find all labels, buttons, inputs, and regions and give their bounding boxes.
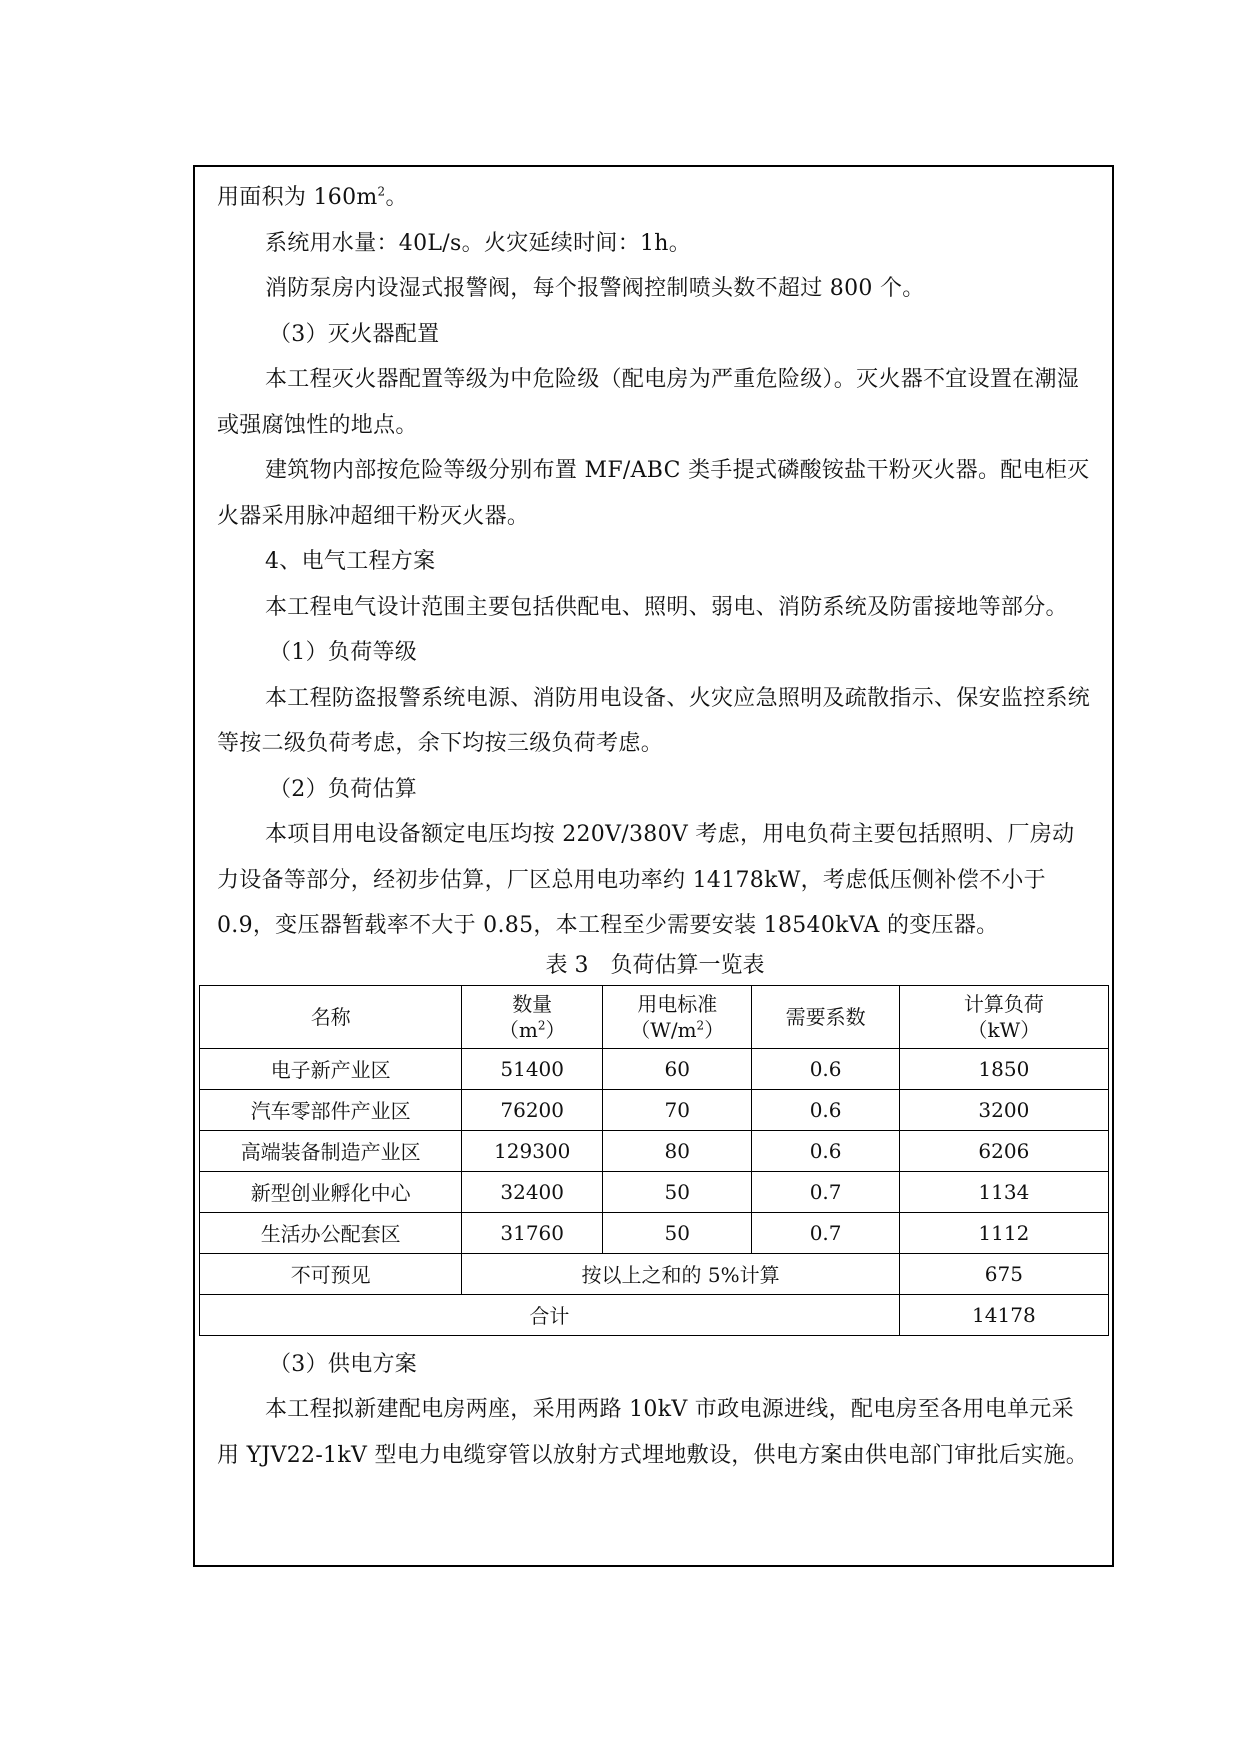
table-row-total [200, 1294, 1109, 1335]
bottom-paragraphs [217, 1342, 1093, 1479]
paragraph: 4、电气工程方案 [265, 549, 436, 574]
cell-load: 675 [899, 1253, 1108, 1294]
cell-total-load: 14178 [899, 1294, 1108, 1335]
paragraph: 消防泵房内设湿式报警阀，每个报警阀控制喷头数不超过 800 个。 [265, 276, 925, 301]
paragraph: 系统用水量：40L/s。火灾延续时间：1h。 [265, 230, 692, 256]
paragraph: 本项目用电设备额定电压均按 220V/380V 考虑，用电负荷主要包括照明、厂房动力设备等部分，经初步估算，厂区总用电功率约 14178kW，考虑低压侧补偿不小于 0.9，变压器暂载率不大于 0.85，本工程至少需要安装 18540kVA 的变压器。 [217, 822, 1075, 938]
cell-load: 3200 [899, 1089, 1108, 1130]
load-estimate-table [199, 985, 1109, 1336]
cell-load: 1134 [899, 1171, 1108, 1212]
cell-name: 新型创业孵化中心 [200, 1171, 462, 1212]
cell-name: 汽车零部件产业区 [200, 1089, 462, 1130]
paragraph: （3）供电方案 [269, 1351, 418, 1377]
table-caption-number: 表 3 [545, 952, 589, 978]
cell-area: 32400 [462, 1171, 603, 1212]
cell-area: 51400 [462, 1048, 603, 1089]
paragraph: 本工程防盗报警系统电源、消防用电设备、火灾应急照明及疏散指示、保安监控系统等按二级负荷考虑，余下均按三级负荷考虑。 [217, 685, 1091, 756]
paragraph: 本工程拟新建配电房两座，采用两路 10kV 市政电源进线，配电房至各用电单元采用 YJV22-1kV 型电力电缆穿管以放射方式埋地敷设，供电方案由供电部门审批后实施。 [217, 1397, 1089, 1468]
top-paragraphs [217, 175, 1093, 949]
paragraph: 本工程灭火器配置等级为中危险级（配电房为严重危险级）。灭火器不宜设置在潮湿或强腐蚀性的地点。 [217, 367, 1080, 438]
cell-note: 按以上之和的 5%计算 [462, 1253, 899, 1294]
header-coefficient: 需要系数 [752, 985, 899, 1048]
cell-std: 70 [603, 1089, 752, 1130]
paragraph: （1）负荷等级 [269, 640, 418, 665]
cell-std: 50 [603, 1212, 752, 1253]
table-caption-title: 负荷估算一览表 [610, 952, 765, 978]
content-frame [193, 165, 1114, 1567]
cell-coef: 0.6 [752, 1130, 899, 1171]
header-load: 计算负荷 （kW） [899, 985, 1108, 1048]
cell-total-label: 合计 [200, 1294, 900, 1335]
cell-name: 电子新产业区 [200, 1048, 462, 1089]
paragraph: 建筑物内部按危险等级分别布置 MF/ABC 类手提式磷酸铵盐干粉灭火器。配电柜灭火器采用脉冲超细干粉灭火器。 [217, 458, 1090, 529]
cell-std: 80 [603, 1130, 752, 1171]
header-name: 名称 [200, 985, 462, 1048]
cell-name: 高端装备制造产业区 [200, 1130, 462, 1171]
paragraph: 用面积为 $160m^2$。 [217, 184, 408, 210]
header-standard: 用电标准 $(W/m^2)$ [603, 985, 752, 1048]
table-row [200, 1048, 1109, 1089]
paragraph: 本工程电气设计范围主要包括供配电、照明、弱电、消防系统及防雷接地等部分。 [265, 594, 1068, 620]
cell-area: 129300 [462, 1130, 603, 1171]
cell-name: 不可预见 [200, 1253, 462, 1294]
table-body [200, 1048, 1109, 1335]
cell-area: 76200 [462, 1089, 603, 1130]
cell-coef: 0.6 [752, 1048, 899, 1089]
paragraph: （2）负荷估算 [269, 776, 418, 802]
cell-load: 1850 [899, 1048, 1108, 1089]
paragraph: （3）灭火器配置 [269, 321, 440, 347]
cell-name: 生活办公配套区 [200, 1212, 462, 1253]
cell-coef: 0.7 [752, 1212, 899, 1253]
table-caption [217, 951, 1093, 981]
cell-load: 6206 [899, 1130, 1108, 1171]
cell-std: 60 [603, 1048, 752, 1089]
document-body [217, 175, 1093, 1478]
table-row-unforeseen [200, 1253, 1109, 1294]
cell-coef: 0.6 [752, 1089, 899, 1130]
cell-std: 50 [603, 1171, 752, 1212]
table-row [200, 1212, 1109, 1253]
cell-coef: 0.7 [752, 1171, 899, 1212]
header-area: 数量 $(m^2)$ [462, 985, 603, 1048]
table-row [200, 1171, 1109, 1212]
cell-area: 31760 [462, 1212, 603, 1253]
table-header-row [200, 985, 1109, 1048]
table-row [200, 1130, 1109, 1171]
table-row [200, 1089, 1109, 1130]
cell-load: 1112 [899, 1212, 1108, 1253]
